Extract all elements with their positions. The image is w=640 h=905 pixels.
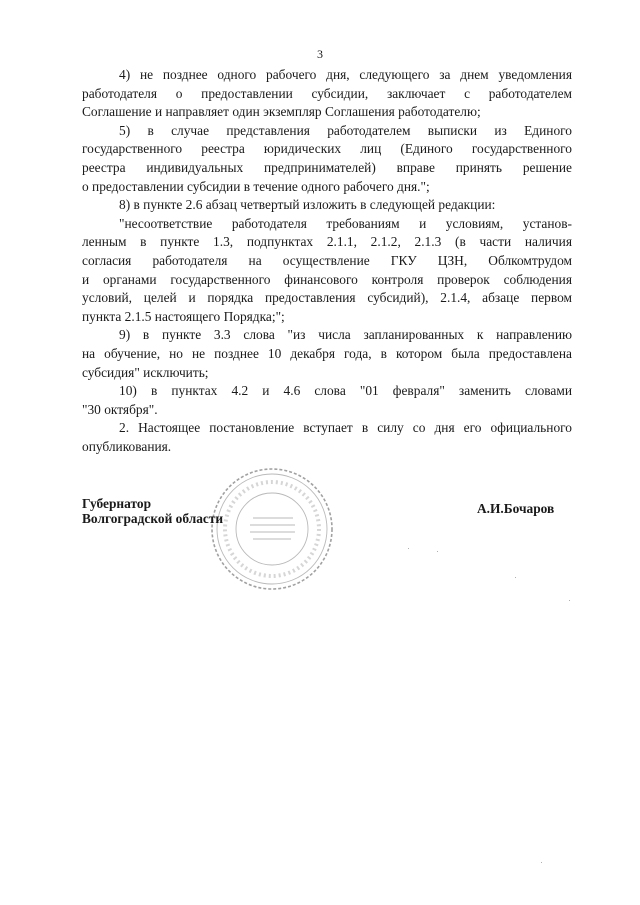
- paragraph-line: и органами государственного финансового контроля проверок соблюдения: [82, 271, 572, 287]
- page-number: 3: [317, 47, 323, 61]
- signatory-position: [82, 496, 223, 526]
- scan-speck: [408, 548, 409, 549]
- paragraph-line: условий, целей и порядка предоставления субсидий), 2.1.4, абзаце первом: [82, 290, 572, 306]
- official-seal-stamp: [207, 464, 337, 594]
- paragraph-line: "30 октября".: [82, 401, 158, 417]
- scan-speck: [569, 600, 570, 601]
- paragraph-line: о предоставлении субсидии в течение одного рабочего дня.";: [82, 178, 430, 194]
- scan-speck: [541, 862, 542, 863]
- paragraph-line: пункта 2.1.5 настоящего Порядка;";: [82, 308, 285, 324]
- paragraph-line: 9) в пункте 3.3 слова "из числа запланированных к направлению: [119, 327, 572, 343]
- paragraph-line: "несоответствие работодателя требованиям и условиям, установ-: [119, 215, 572, 231]
- paragraph-line: субсидия" исключить;: [82, 364, 209, 380]
- paragraph-line: 4) не позднее одного рабочего дня, следующего за днем уведомления: [119, 67, 572, 82]
- paragraph-line: реестра индивидуальных предпринимателей) вправе принять решение: [82, 159, 572, 175]
- paragraph-line: Соглашение и направляет один экземпляр Соглашения работодателю;: [82, 104, 481, 120]
- scan-speck: [515, 577, 516, 578]
- paragraph-line: 5) в случае представления работодателем выписки из Единого: [119, 122, 572, 138]
- paragraph-line: на обучение, но не позднее 10 декабря года, в котором была предоставлена: [82, 345, 572, 361]
- paragraph-line: 10) в пунктах 4.2 и 4.6 слова "01 февраля" заменить словами: [119, 383, 572, 399]
- paragraph-line: 2. Настоящее постановление вступает в силу со дня его официального: [119, 420, 572, 436]
- seal-icon: [207, 464, 337, 594]
- paragraph-line: государственного реестра юридических лиц (Единого государственного: [82, 141, 572, 157]
- document-body: [82, 66, 572, 456]
- paragraph-line: согласия работодателя на осуществление ГКУ ЦЗН, Облкомтрудом: [82, 252, 572, 268]
- paragraph-line: опубликования.: [82, 438, 172, 454]
- signatory-position-line: Волгоградской области: [82, 511, 224, 526]
- signatory-position-line: Губернатор: [82, 496, 152, 511]
- paragraph-line: ленным в пункте 1.3, подпунктах 2.1.1, 2.1.2, 2.1.3 (в части наличия: [82, 234, 572, 250]
- paragraph-line: работодателя о предоставлении субсидии, заключает с работодателем: [82, 85, 572, 101]
- scan-speck: [437, 551, 438, 552]
- paragraph-line: 8) в пункте 2.6 абзац четвертый изложить в следующей редакции:: [119, 197, 496, 213]
- signatory-name: А.И.Бочаров: [477, 501, 555, 516]
